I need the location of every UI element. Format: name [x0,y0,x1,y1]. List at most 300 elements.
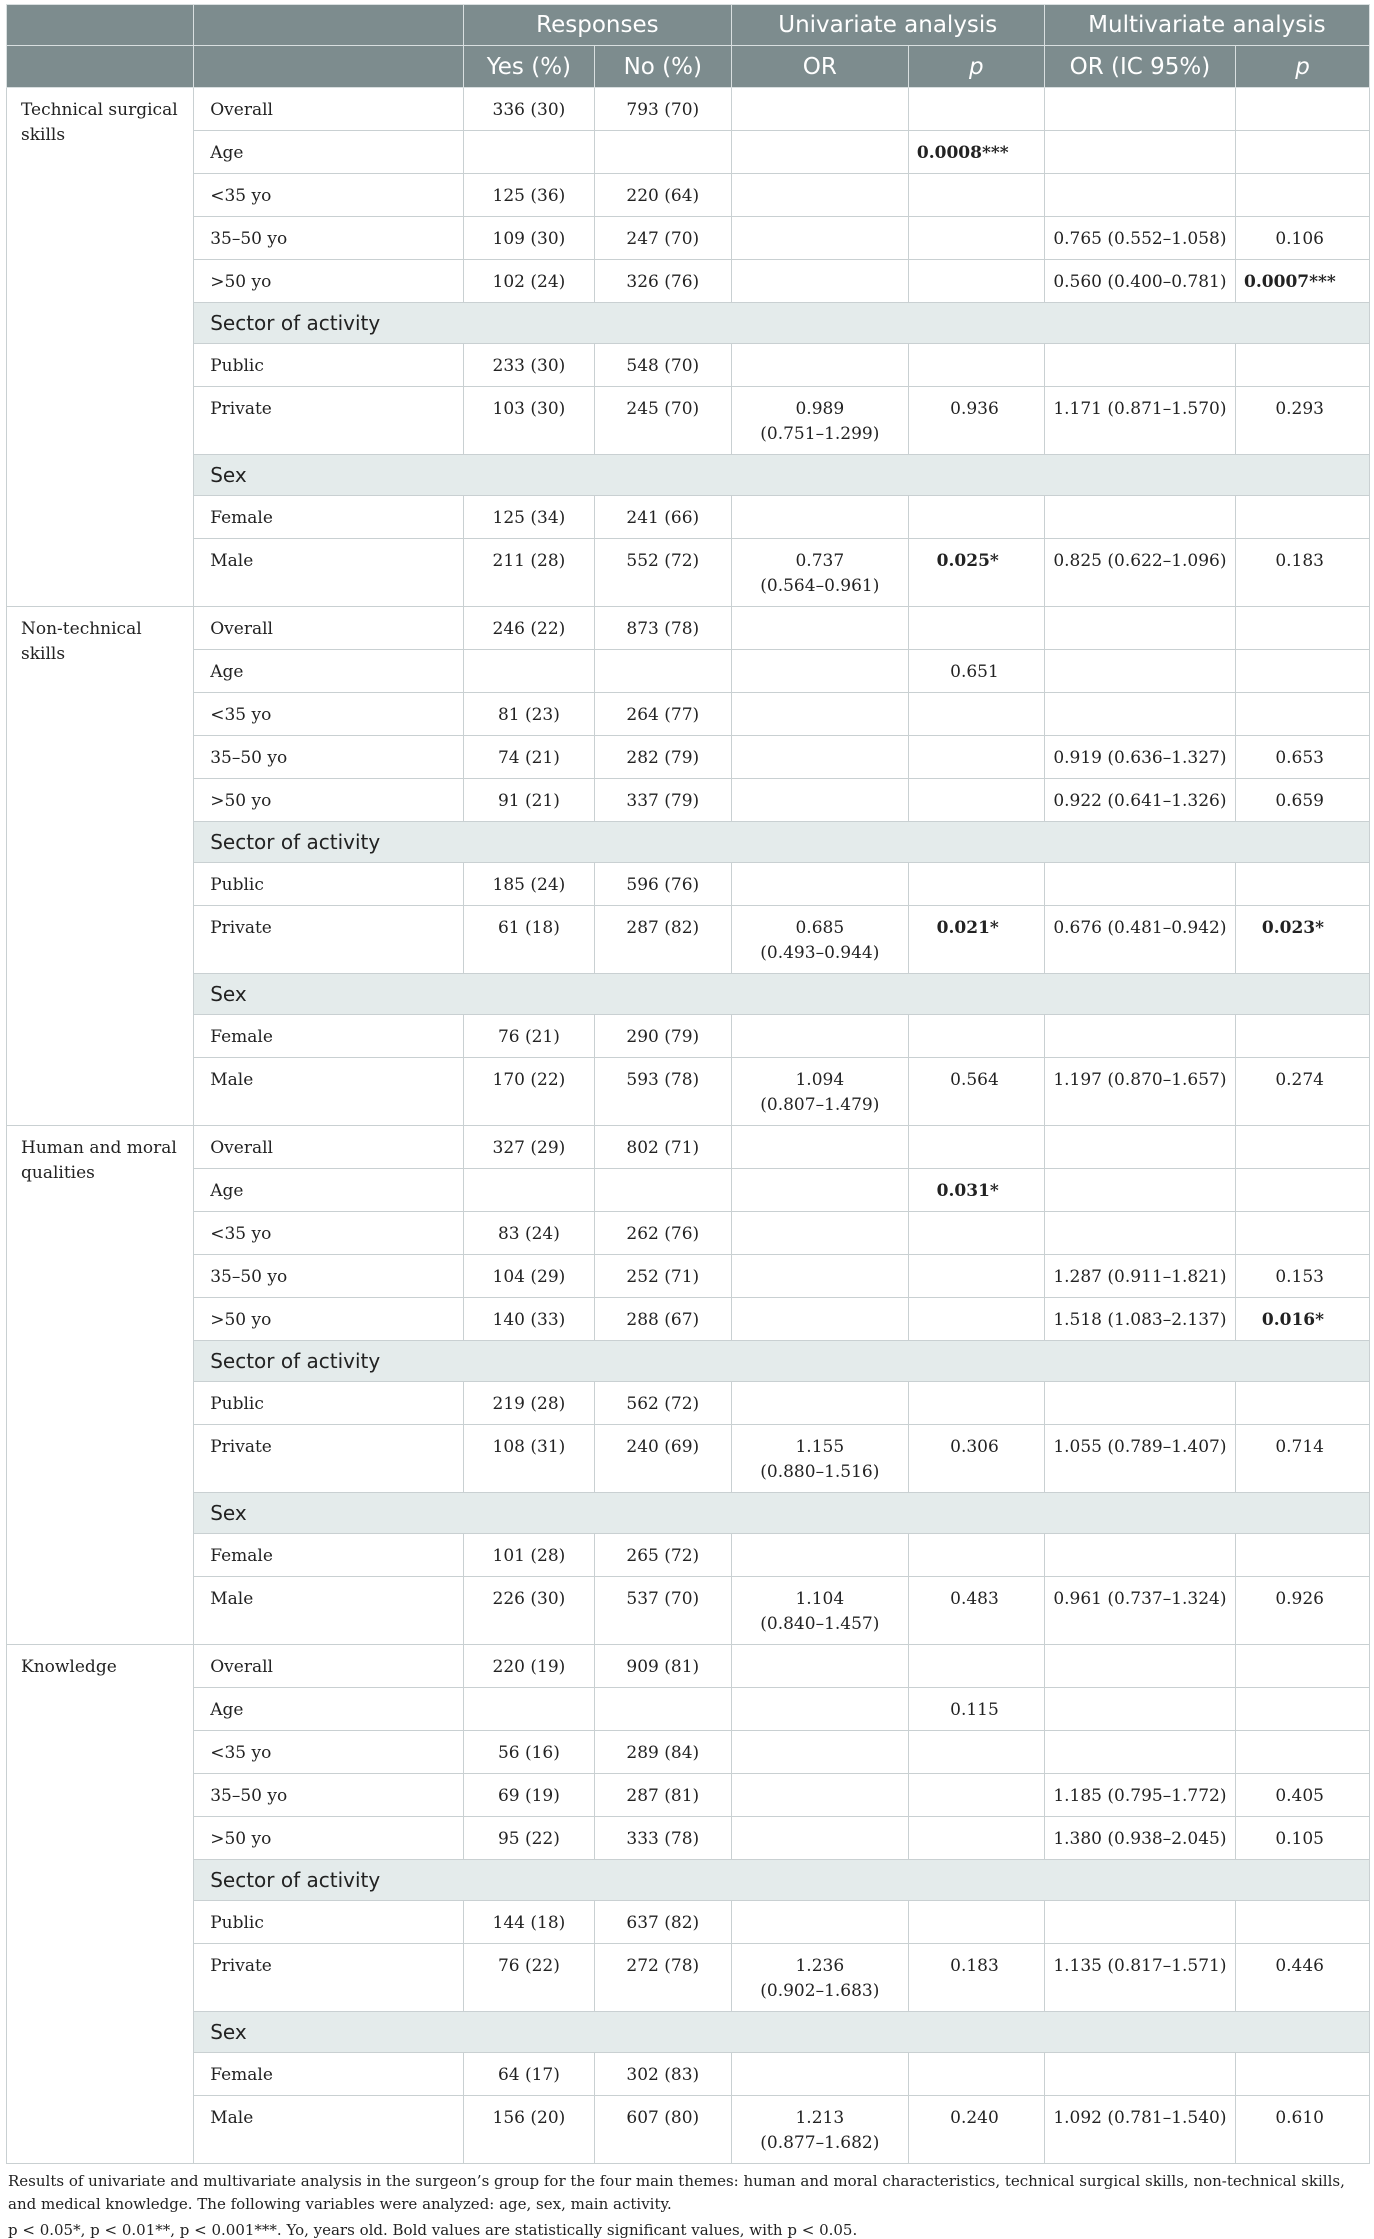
or-interval: (0.840–1.457) [760,1613,880,1634]
no-cell: 220 (64) [594,174,731,217]
section-header: Sector of activity [194,1860,1370,1901]
yes-cell: 104 (29) [463,1255,594,1298]
p-univariate-cell [908,174,1044,217]
p-multivariate-cell [1236,1212,1370,1255]
table-row [7,1212,1370,1255]
or-ci-cell [1044,863,1235,906]
table-row [7,217,1370,260]
section-header: Sector of activity [194,303,1370,344]
or-value: 0.989 [795,399,845,419]
no-cell: 289 (84) [594,1731,731,1774]
no-cell: 302 (83) [594,2053,731,2096]
or-ci-cell: 1.185 (0.795–1.772) [1044,1774,1235,1817]
or-ci-cell [1044,496,1235,539]
yes-cell: 144 (18) [463,1901,594,1944]
no-cell: 241 (66) [594,496,731,539]
no-cell: 562 (72) [594,1382,731,1425]
or-cell [731,1577,908,1645]
no-cell: 793 (70) [594,88,731,131]
yes-cell: 76 (21) [463,1015,594,1058]
header-or: OR [731,46,908,88]
no-cell [594,650,731,693]
table-caption: Results of univariate and multivariate analysis in the surgeon’s group for the four main themes: human and moral characteristics, technical surgical skills, non-technical skills, and medical knowledge. The following variables were analyzed: age, sex, main activity. [8,2172,1345,2214]
theme-label: Knowledge [7,1645,194,2164]
or-value: 1.155 [795,1437,845,1457]
p-univariate-cell [908,1645,1044,1688]
p-univariate-cell [908,1298,1044,1341]
theme-label: Non-technical skills [7,607,194,1126]
p-multivariate-cell: 0.016* [1236,1298,1370,1341]
table-row [7,1169,1370,1212]
or-cell [731,1901,908,1944]
p-multivariate-cell [1236,1688,1370,1731]
p-univariate-cell [908,217,1044,260]
table-row [7,131,1370,174]
table-row [7,455,1370,496]
no-cell: 245 (70) [594,387,731,455]
or-cell [731,174,908,217]
table-row [7,260,1370,303]
header-multivariate: Multivariate analysis [1044,5,1369,46]
no-cell: 637 (82) [594,1901,731,1944]
or-cell [731,1212,908,1255]
table-row [7,1534,1370,1577]
p-multivariate-cell [1236,174,1370,217]
p-univariate-cell [908,779,1044,822]
variable-label: Female [194,496,464,539]
table-body [7,88,1370,2164]
yes-cell: 69 (19) [463,1774,594,1817]
no-cell: 240 (69) [594,1425,731,1493]
variable-label: Age [194,1169,464,1212]
table-row [7,539,1370,607]
yes-cell: 211 (28) [463,539,594,607]
table-row [7,693,1370,736]
section-header: Sex [194,974,1370,1015]
variable-label: 35–50 yo [194,217,464,260]
p-multivariate-cell: 0.274 [1236,1058,1370,1126]
or-cell [731,387,908,455]
or-cell [731,2053,908,2096]
variable-label: Female [194,1534,464,1577]
table-row [7,387,1370,455]
no-cell [594,1169,731,1212]
or-cell [731,650,908,693]
p-multivariate-cell: 0.659 [1236,779,1370,822]
variable-label: 35–50 yo [194,1774,464,1817]
or-ci-cell: 1.171 (0.871–1.570) [1044,387,1235,455]
p-multivariate-cell [1236,1382,1370,1425]
or-ci-cell [1044,1688,1235,1731]
or-value: 1.213 [795,2108,845,2128]
or-ci-cell: 0.676 (0.481–0.942) [1044,906,1235,974]
or-ci-cell: 0.765 (0.552–1.058) [1044,217,1235,260]
no-cell: 252 (71) [594,1255,731,1298]
p-multivariate-cell [1236,88,1370,131]
table-row [7,650,1370,693]
or-cell [731,2096,908,2164]
yes-cell: 103 (30) [463,387,594,455]
or-ci-cell [1044,1212,1235,1255]
yes-cell: 226 (30) [463,1577,594,1645]
or-cell [731,1169,908,1212]
or-ci-cell [1044,174,1235,217]
p-univariate-cell [908,1731,1044,1774]
p-univariate-cell: 0.0008*** [908,131,1044,174]
variable-label: <35 yo [194,1731,464,1774]
or-ci-cell: 1.380 (0.938–2.045) [1044,1817,1235,1860]
p-univariate-cell: 0.564 [908,1058,1044,1126]
variable-label: Public [194,1382,464,1425]
p-multivariate-cell: 0.023* [1236,906,1370,974]
or-ci-cell [1044,650,1235,693]
p-multivariate-cell [1236,650,1370,693]
or-cell [731,1058,908,1126]
no-cell: 537 (70) [594,1577,731,1645]
variable-label: >50 yo [194,779,464,822]
p-multivariate-cell: 0.293 [1236,387,1370,455]
table-header [7,5,1370,88]
or-cell [731,1645,908,1688]
or-cell [731,496,908,539]
or-cell [731,693,908,736]
p-multivariate-cell [1236,1126,1370,1169]
p-univariate-cell: 0.031* [908,1169,1044,1212]
table-row [7,1058,1370,1126]
no-cell: 337 (79) [594,779,731,822]
no-cell: 596 (76) [594,863,731,906]
or-cell [731,1688,908,1731]
p-univariate-cell [908,1382,1044,1425]
table-row [7,1255,1370,1298]
no-cell: 593 (78) [594,1058,731,1126]
section-header: Sex [194,1493,1370,1534]
yes-cell: 102 (24) [463,260,594,303]
variable-label: Public [194,1901,464,1944]
or-cell [731,344,908,387]
yes-cell: 91 (21) [463,779,594,822]
p-multivariate-cell [1236,693,1370,736]
yes-cell [463,1169,594,1212]
no-cell: 287 (81) [594,1774,731,1817]
table-row [7,88,1370,131]
variable-label: Male [194,539,464,607]
header-p: p [908,46,1044,88]
header-yes: Yes (%) [463,46,594,88]
or-ci-cell [1044,1645,1235,1688]
or-cell [731,1425,908,1493]
p-univariate-cell [908,1126,1044,1169]
variable-label: Overall [194,88,464,131]
p-univariate-cell: 0.483 [908,1577,1044,1645]
yes-cell: 219 (28) [463,1382,594,1425]
table-row [7,174,1370,217]
no-cell: 265 (72) [594,1534,731,1577]
p-multivariate-cell: 0.183 [1236,539,1370,607]
variable-label: Private [194,1944,464,2012]
or-cell [731,607,908,650]
table-row [7,1860,1370,1901]
header-or-ci: OR (IC 95%) [1044,46,1235,88]
variable-label: <35 yo [194,174,464,217]
yes-cell: 185 (24) [463,863,594,906]
p-multivariate-cell [1236,344,1370,387]
p-multivariate-cell: 0.106 [1236,217,1370,260]
variable-label: Age [194,650,464,693]
or-cell [731,863,908,906]
or-cell [731,1731,908,1774]
or-value: 1.236 [795,1956,845,1976]
or-value: 0.737 [795,551,845,571]
header-empty [7,5,194,46]
yes-cell: 64 (17) [463,2053,594,2096]
p-univariate-cell [908,863,1044,906]
table-row [7,822,1370,863]
yes-cell: 233 (30) [463,344,594,387]
or-cell [731,1255,908,1298]
or-ci-cell: 1.518 (1.083–2.137) [1044,1298,1235,1341]
or-ci-cell [1044,2053,1235,2096]
yes-cell: 170 (22) [463,1058,594,1126]
table-row [7,1944,1370,2012]
p-univariate-cell: 0.021* [908,906,1044,974]
or-ci-cell [1044,1126,1235,1169]
p-univariate-cell [908,344,1044,387]
p-univariate-cell: 0.025* [908,539,1044,607]
no-cell: 290 (79) [594,1015,731,1058]
or-interval: (0.564–0.961) [760,575,880,596]
or-cell [731,1944,908,2012]
variable-label: Male [194,1058,464,1126]
or-ci-cell [1044,1382,1235,1425]
p-multivariate-cell: 0.405 [1236,1774,1370,1817]
p-multivariate-cell [1236,2053,1370,2096]
no-cell: 282 (79) [594,736,731,779]
table-row [7,2053,1370,2096]
yes-cell: 95 (22) [463,1817,594,1860]
no-cell: 909 (81) [594,1645,731,1688]
yes-cell: 220 (19) [463,1645,594,1688]
no-cell: 264 (77) [594,693,731,736]
header-empty [7,46,194,88]
no-cell: 548 (70) [594,344,731,387]
or-interval: (0.751–1.299) [760,423,880,444]
p-univariate-cell [908,1901,1044,1944]
or-cell [731,539,908,607]
table-row [7,974,1370,1015]
table-row [7,2096,1370,2164]
section-header: Sector of activity [194,822,1370,863]
or-interval: (0.877–1.682) [760,2132,880,2153]
or-ci-cell: 0.560 (0.400–0.781) [1044,260,1235,303]
variable-label: Public [194,344,464,387]
or-interval: (0.880–1.516) [760,1461,880,1482]
or-cell [731,1382,908,1425]
table-row [7,1341,1370,1382]
table-row [7,1126,1370,1169]
table-row [7,736,1370,779]
no-cell: 287 (82) [594,906,731,974]
p-univariate-cell [908,736,1044,779]
table-row [7,1382,1370,1425]
p-univariate-cell [908,1015,1044,1058]
no-cell: 247 (70) [594,217,731,260]
header-univariate: Univariate analysis [731,5,1044,46]
no-cell: 326 (76) [594,260,731,303]
or-ci-cell: 1.135 (0.817–1.571) [1044,1944,1235,2012]
or-cell [731,779,908,822]
p-univariate-cell [908,1534,1044,1577]
table-row [7,1577,1370,1645]
p-univariate-cell: 0.306 [908,1425,1044,1493]
table-row [7,1425,1370,1493]
or-ci-cell [1044,88,1235,131]
theme-label: Technical surgical skills [7,88,194,607]
p-univariate-cell [908,2053,1044,2096]
or-cell [731,88,908,131]
results-table [6,4,1370,2164]
or-ci-cell [1044,607,1235,650]
p-univariate-cell [908,88,1044,131]
variable-label: <35 yo [194,693,464,736]
no-cell [594,1688,731,1731]
table-row [7,344,1370,387]
p-multivariate-cell: 0.926 [1236,1577,1370,1645]
variable-label: Private [194,1425,464,1493]
no-cell: 262 (76) [594,1212,731,1255]
table-row [7,1817,1370,1860]
table-footnote: p < 0.05*, p < 0.01**, p < 0.001***. Yo, years old. Bold values are statistically significant values, with p < 0.05. [8,2220,858,2239]
or-ci-cell [1044,1901,1235,1944]
variable-label: Male [194,2096,464,2164]
table-row [7,1645,1370,1688]
yes-cell: 125 (36) [463,174,594,217]
p-univariate-cell [908,496,1044,539]
no-cell: 607 (80) [594,2096,731,2164]
p-univariate-cell [908,693,1044,736]
p-univariate-cell: 0.115 [908,1688,1044,1731]
or-cell [731,1817,908,1860]
p-multivariate-cell [1236,1015,1370,1058]
p-univariate-cell: 0.183 [908,1944,1044,2012]
table-row [7,1493,1370,1534]
theme-label: Human and moral qualities [7,1126,194,1645]
no-cell: 802 (71) [594,1126,731,1169]
p-univariate-cell [908,1774,1044,1817]
or-cell [731,1774,908,1817]
p-univariate-cell: 0.240 [908,2096,1044,2164]
yes-cell: 108 (31) [463,1425,594,1493]
p-univariate-cell: 0.936 [908,387,1044,455]
no-cell: 552 (72) [594,539,731,607]
or-ci-cell: 1.287 (0.911–1.821) [1044,1255,1235,1298]
table-row [7,607,1370,650]
variable-label: Male [194,1577,464,1645]
yes-cell [463,1688,594,1731]
or-cell [731,260,908,303]
p-univariate-cell [908,1817,1044,1860]
variable-label: Public [194,863,464,906]
yes-cell: 83 (24) [463,1212,594,1255]
p-multivariate-cell: 0.0007*** [1236,260,1370,303]
or-cell [731,217,908,260]
table-row [7,1298,1370,1341]
header-p-multi: p [1236,46,1370,88]
variable-label: Age [194,1688,464,1731]
variable-label: Overall [194,1645,464,1688]
table-row [7,1774,1370,1817]
p-multivariate-cell: 0.714 [1236,1425,1370,1493]
no-cell: 288 (67) [594,1298,731,1341]
or-cell [731,736,908,779]
variable-label: 35–50 yo [194,736,464,779]
variable-label: Overall [194,607,464,650]
or-ci-cell [1044,1534,1235,1577]
table-row [7,779,1370,822]
or-ci-cell: 1.197 (0.870–1.657) [1044,1058,1235,1126]
p-univariate-cell [908,1212,1044,1255]
or-ci-cell: 0.922 (0.641–1.326) [1044,779,1235,822]
yes-cell [463,131,594,174]
or-ci-cell: 0.919 (0.636–1.327) [1044,736,1235,779]
no-cell: 333 (78) [594,1817,731,1860]
p-multivariate-cell [1236,1731,1370,1774]
or-ci-cell [1044,693,1235,736]
yes-cell: 336 (30) [463,88,594,131]
or-ci-cell [1044,344,1235,387]
table-row [7,1731,1370,1774]
or-cell [731,1126,908,1169]
or-ci-cell [1044,1015,1235,1058]
table-row [7,906,1370,974]
or-cell [731,1298,908,1341]
or-interval: (0.902–1.683) [760,1980,880,2001]
variable-label: Female [194,2053,464,2096]
yes-cell: 76 (22) [463,1944,594,2012]
table-row [7,2012,1370,2053]
yes-cell [463,650,594,693]
p-multivariate-cell [1236,1534,1370,1577]
yes-cell: 246 (22) [463,607,594,650]
no-cell: 272 (78) [594,1944,731,2012]
no-cell [594,131,731,174]
yes-cell: 74 (21) [463,736,594,779]
or-cell [731,1015,908,1058]
yes-cell: 81 (23) [463,693,594,736]
variable-label: <35 yo [194,1212,464,1255]
yes-cell: 101 (28) [463,1534,594,1577]
p-multivariate-cell [1236,1645,1370,1688]
or-ci-cell: 1.092 (0.781–1.540) [1044,2096,1235,2164]
p-multivariate-cell [1236,1901,1370,1944]
variable-label: Female [194,1015,464,1058]
yes-cell: 61 (18) [463,906,594,974]
section-header: Sex [194,455,1370,496]
p-multivariate-cell: 0.105 [1236,1817,1370,1860]
or-ci-cell: 0.961 (0.737–1.324) [1044,1577,1235,1645]
variable-label: Age [194,131,464,174]
or-ci-cell: 1.055 (0.789–1.407) [1044,1425,1235,1493]
or-value: 0.685 [795,918,845,938]
header-empty [194,46,464,88]
p-multivariate-cell: 0.446 [1236,1944,1370,2012]
yes-cell: 109 (30) [463,217,594,260]
variable-label: Private [194,387,464,455]
table-row [7,1901,1370,1944]
table-row [7,1015,1370,1058]
or-ci-cell [1044,1169,1235,1212]
p-multivariate-cell [1236,1169,1370,1212]
